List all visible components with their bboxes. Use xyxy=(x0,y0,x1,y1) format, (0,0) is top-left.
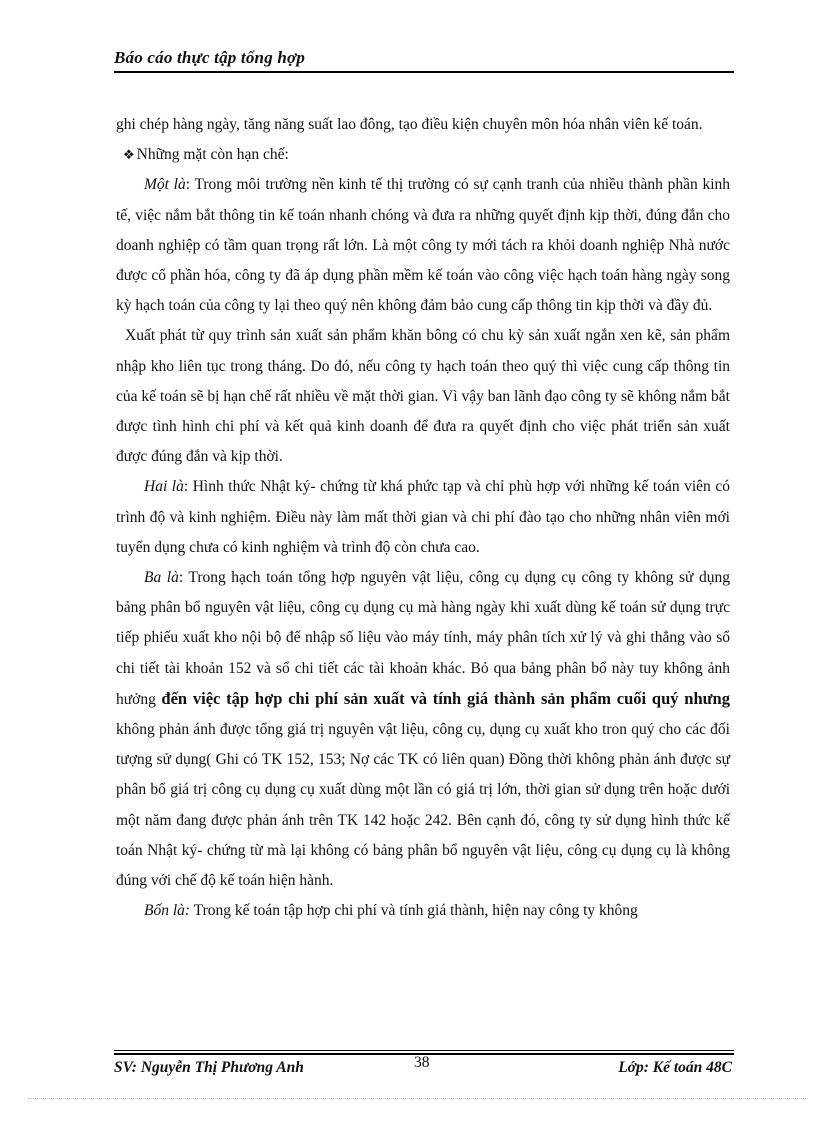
paragraph-point-three xyxy=(116,563,730,896)
header-rule xyxy=(114,71,734,73)
point-label: Bốn là: xyxy=(144,902,191,920)
paragraph-text: Xuất phát từ quy trình sản xuất sản phẩm khăn bông có chu kỳ sản xuất ngắn xen kẽ, sản phẩm nhập kho liên tục trong tháng. Do đó, nếu công ty hạch toán theo quý thì việc cung cấp thông tin của kế toán sẽ bị hạn chế rất nhiều về mặt thời gian. Vì vậy ban lãnh đạo công ty sẽ không nắm bắt được tình hình chi phí và kết quả kinh doanh để đưa ra quyết định cho việc phát triển sản xuất được đúng đắn và kịp thời. xyxy=(116,327,730,466)
page-header xyxy=(114,48,734,68)
emphasized-text: đến việc tập hợp chi phí sản xuất và tính giá thành sản phẩm cuối quý nhưng xyxy=(161,688,730,708)
paragraph-explanation xyxy=(116,321,730,472)
paragraph-text: : Trong hạch toán tổng hợp nguyên vật liệu, công cụ dụng cụ công ty không sử dụng bảng phân bổ nguyên vật liệu, công cụ dụng cụ mà hàng ngày khi xuất dùng kế toán sử dụng trực tiếp phiếu xuất kho nội bộ để nhập số liệu vào máy tính, máy phân tích xử lý và ghi thẳng vào sổ chi tiết tài khoản 152 và sổ chi tiết các tài khoản khác. Bỏ qua bảng phân bổ này tuy không ảnh hưởng xyxy=(116,569,730,708)
footer-rule xyxy=(114,1050,734,1051)
document-body xyxy=(116,110,730,926)
paragraph-point-one xyxy=(116,170,730,321)
point-label: Hai là xyxy=(144,478,184,496)
report-title: Báo cáo thực tập tổng hợp xyxy=(114,48,306,67)
paragraph-text: : Hình thức Nhật ký- chứng từ khá phức tạp và chỉ phù hợp với những kế toán viên có trình độ và kinh nghiệm. Điều này làm mất thời gian và chi phí đào tạo cho những nhân viên mới tuyển dụng chưa có kinh nghiệm và trình độ còn chưa cao. xyxy=(116,478,730,556)
student-name: SV: Nguyễn Thị Phương Anh xyxy=(114,1059,304,1076)
paragraph-continuation xyxy=(116,110,730,140)
bullet-heading xyxy=(116,140,730,170)
paragraph-point-four xyxy=(116,896,730,926)
paragraph-text: không phản ánh được tổng giá trị nguyên vật liệu, công cụ, dụng cụ xuất kho tron quý cho các đối tượng sử dụng( Ghi có TK 152, 153; Nợ các TK có liên quan) Đồng thời không phản ánh được sự phân bổ giá trị công cụ dụng cụ xuất dùng một lần có giá trị lớn, thời gian sử dụng trên hoặc dưới một năm đang được phản ánh trên TK 142 hoặc 242. Bên cạnh đó, công ty sử dụng hình thức kế toán Nhật ký- chứng từ mà lại không có bảng phân bổ nguyên vật liệu, công cụ dụng cụ là không đúng với chế độ kế toán hiện hành. xyxy=(116,721,730,890)
paragraph-text: Trong kế toán tập hợp chi phí và tính giá thành, hiện nay công ty không xyxy=(190,902,638,920)
paragraph-point-two xyxy=(116,472,730,563)
class-name: Lớp: Kế toán 48C xyxy=(618,1059,732,1076)
paragraph-text: : Trong môi trường nền kinh tế thị trường có sự cạnh tranh của nhiều thành phần kinh tế, việc nắm bắt thông tin kế toán nhanh chóng và đưa ra những quyết định kịp thời, đúng đắn cho doanh nghiệp có tầm quan trọng rất lớn. Là một công ty mới tách ra khỏi doanh nghiệp Nhà nước được cổ phần hóa, công ty đã áp dụng phần mềm kế toán vào công việc hạch toán hàng ngày song kỳ hạch toán của công ty lại theo quý nên không đảm bảo cung cấp thông tin kịp thời và đầy đủ. xyxy=(116,176,730,315)
point-label: Ba là xyxy=(144,569,179,587)
page-number: 38 xyxy=(414,1054,430,1071)
bullet-text: Những mặt còn hạn chế: xyxy=(136,146,289,164)
point-label: Một là xyxy=(144,176,186,194)
paragraph-text: ghi chép hàng ngày, tăng năng suất lao đông, tạo điều kiện chuyên môn hóa nhân viên kế toán. xyxy=(116,116,703,133)
page-edge-divider xyxy=(28,1098,808,1099)
diamond-bullet-icon: ❖ xyxy=(123,147,135,163)
